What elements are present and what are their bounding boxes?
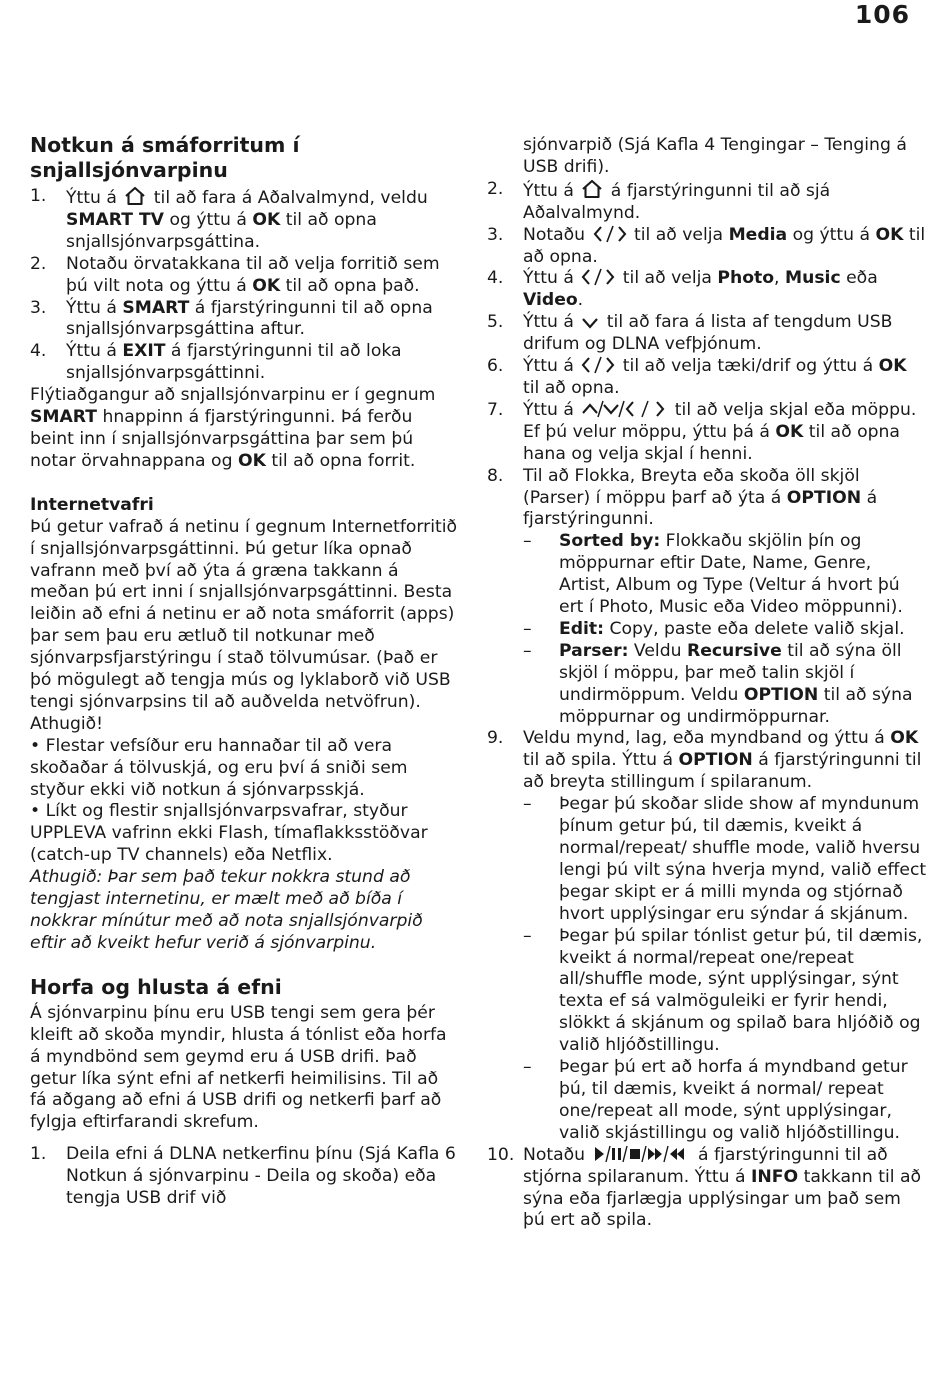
- playback-controls-icon: [593, 1145, 691, 1163]
- sub-list-item: – Þegar þú spilar tónlist getur þú, til dæmis, kveikt á normal/repeat one/repeat all/shuffle mode, sýnt upplýsingar, sýnt texta ef sá valmöguleiki er fyrir hendi, slökkt á skjánum og spilað bara hljóðið og valið hljóðstillingu.: [523, 925, 923, 1056]
- list-item: 1. Ýttu á til að fara á Aðalvalmynd, veldu SMART TV og ýttu á OK til að opna snjallsjónvarpsgáttina.: [30, 186, 428, 252]
- list-item: 3. Notaðu til að velja Media og ýttu á OK til að opna.: [487, 224, 926, 267]
- smart-steps-list: [30, 186, 460, 385]
- bullet-item: • Líkt og flestir snjallsjónvarpsvafrar, styður UPPLEVA vafrinn ekki Flash, tímaflakksstöðvar (catch-up TV channels) eða Netflix.: [30, 801, 428, 866]
- page-number: 106: [854, 0, 910, 29]
- left-right-arrows-icon: [581, 356, 615, 374]
- heading-media: Horfa og hlusta á efni: [30, 974, 282, 999]
- shortcut-paragraph: Flýtiaðgangur að snjallsjónvarpinu er í gegnum SMART hnappinn á fjarstýringunni. Þá ferðu beint inn í snjallsjónvarpsgáttina þar sem þú notar örvahnappana og OK til að opna forrit.: [30, 385, 436, 471]
- left-right-arrows-icon: [581, 268, 615, 286]
- list-item: 4. Ýttu á til að velja Photo, Music eða Video.: [487, 268, 878, 311]
- list-item: 6. Ýttu á til að velja tæki/drif og ýttu á OK til að opna.: [487, 356, 907, 398]
- list-item: sjónvarpið (Sjá Kafla 4 Tengingar – Tenging á USB drifi).: [523, 135, 907, 177]
- bullet-item: • Flestar vefsíður eru hannaðar til að vera skoðaðar á tölvuskjá, og eru því á sniði sem styður ekki við notkun á sjónvarpsskjá.: [30, 735, 408, 800]
- list-item: 9. Veldu mynd, lag, eða myndband og ýttu á OK til að spila. Ýttu á OPTION á fjarstýringunni til að breyta stillingum í spilaranum.: [487, 728, 922, 793]
- media-steps-list: [30, 1144, 460, 1210]
- down-arrow-icon: [581, 316, 599, 330]
- heading-browser: Internetvafri: [30, 494, 154, 515]
- home-icon: [581, 179, 603, 199]
- list-item: 5. Ýttu á til að fara á lista af tengdum USB drifum og DLNA vefþjónum.: [487, 312, 893, 355]
- heading-smart-apps: Notkun á smáforritum í snjallsjónvarpinu: [30, 133, 300, 182]
- media-intro-paragraph: Á sjónvarpinu þínu eru USB tengi sem gera þér kleift að skoða myndir, hlusta á tónlist eða horfa á myndbönd sem geymd eru á USB drifi. Það getur líka sýnt efni af netkerfi heimilisins. Til að fá aðgang að efni á USB drifi og netkerfi þarf að fylgja eftirfarandi skrefum.: [30, 1002, 447, 1133]
- list-item: 10. Notaðu á fjarstýringunni til að stjórna spilaranum. Ýttu á INFO takkann til að sýna eða fjarlægja upplýsingar um það sem þú ert að spila.: [487, 1144, 922, 1231]
- browser-paragraph: Þú getur vafrað á netinu í gegnum Internetforritið í snjallsjónvarpsgáttinni. Þú getur líka opnað vafrann með því að ýta á græna takkann á meðan þú ert inni í snjallsjónvarpsgáttinni. Besta leiðin að efni á netinu er að nota smáforrit (apps) þar sem þau eru ætluð til notkunar með sjónvarpsfjarstýringu í stað tölvumúsar. (Það er þó mögulegt að tengja mús og lyklaborð við USB tengi sjónvarpsins til að auðvelda netvöfrun). Athugið!: [30, 516, 458, 734]
- sub-list-item: – Parser: Veldu Recursive til að sýna öll skjöl í möppu, þar með talin skjöl í undirmöppum. Veldu OPTION til að sýna möppurnar og undirmöppurnar.: [523, 640, 913, 727]
- sub-list-item: – Þegar þú ert að horfa á myndband getur þú, til dæmis, kveikt á normal/ repeat one/repeat all mode, sýnt upplýsingar, valið skjástillingu og valið hljóðstillingu.: [523, 1057, 908, 1143]
- right-column: [487, 135, 927, 1232]
- media-steps-continued: [487, 135, 927, 1232]
- sub-list-item: – Edit: Copy, paste eða delete valið skjal.: [523, 618, 905, 639]
- sub-list-item: – Sorted by: Flokkaðu skjölin þín og möppurnar eftir Date, Name, Genre, Artist, Album og Type (Veltur á hvort þú ert í Photo, Music eða Video möppunni).: [523, 531, 903, 618]
- list-item: 2. Notaðu örvatakkana til að velja forritið sem þú vilt nota og ýttu á OK til að opna það.: [30, 253, 440, 296]
- left-column: [30, 133, 460, 1210]
- list-item: 3. Ýttu á SMART á fjarstýringunni til að opna snjallsjónvarpsgáttina aftur.: [30, 297, 433, 340]
- sub-list-item: – Þegar þú skoðar slide show af myndunum þínum getur þú, til dæmis, kveikt á normal/repeat/ shuffle mode, valið hversu lengi þú vilt sýna hverja mynd, valið effect þegar skipt er á milli mynda og stjórnað hvort upplýsingar eru sýndar á skjánum.: [523, 794, 927, 924]
- list-item: 1. Deila efni á DLNA netkerfinu þínu (Sjá Kafla 6 Notkun á sjónvarpinu - Deila og skoða) eða tengja USB drif við: [30, 1144, 456, 1209]
- direction-arrows-icon: [581, 400, 667, 418]
- list-item: 4. Ýttu á EXIT á fjarstýringunni til að loka snjallsjónvarpsgáttinni.: [30, 341, 402, 384]
- note-paragraph: Athugið: Þar sem það tekur nokkra stund að tengjast internetinu, er mælt með að bíða í nokkrar mínútur með að nota snjallsjónvarpið eftir að kveikt hefur verið á sjónvarpinu.: [30, 867, 423, 953]
- list-item: 2. Ýttu á á fjarstýringunni til að sjá Aðalvalmynd.: [487, 178, 831, 223]
- home-icon: [124, 186, 146, 206]
- list-item: 7. Ýttu á til að velja skjal eða möppu. Ef þú velur möppu, ýttu þá á OK til að opna hana og velja skjal í henni.: [487, 399, 917, 464]
- list-item: 8. Til að Flokka, Breyta eða skoða öll skjöl (Parser) í möppu þarf að ýta á OPTION á fjarstýringunni.: [487, 465, 878, 530]
- left-right-arrows-icon: [593, 225, 627, 243]
